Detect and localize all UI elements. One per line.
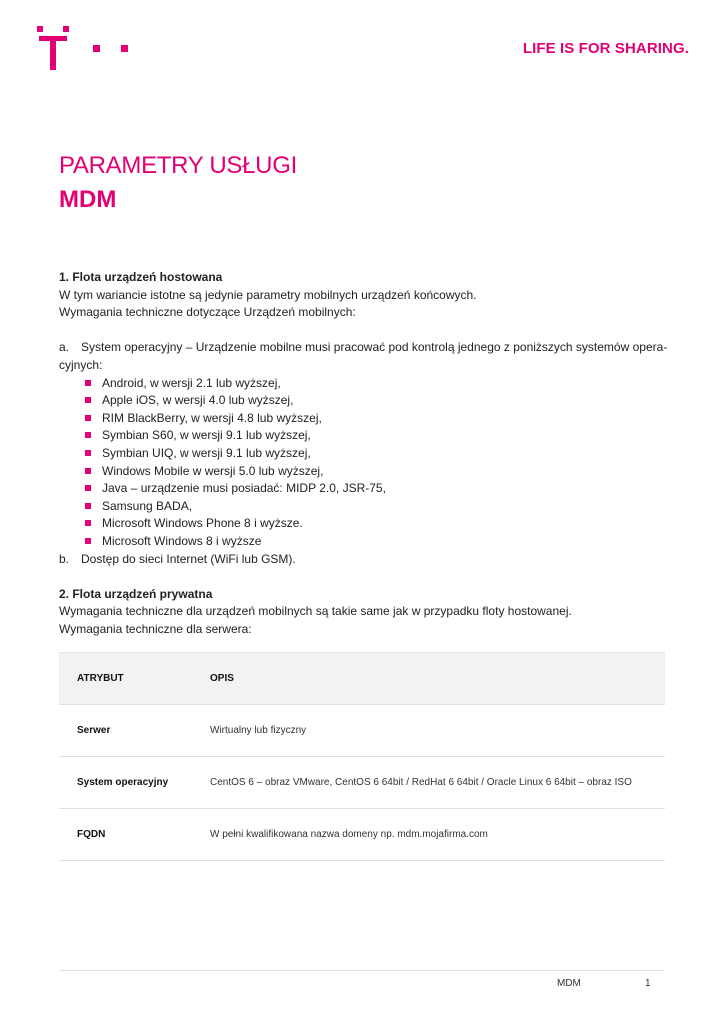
table-header-row	[59, 652, 665, 705]
square-bullet-icon	[85, 450, 91, 456]
list-item-text: Apple iOS, w wersji 4.0 lub wyższej,	[102, 393, 294, 408]
list-letter: b.	[59, 551, 70, 566]
list-item-text: Microsoft Windows Phone 8 i wyższe.	[102, 516, 303, 531]
paragraph: Wymagania techniczne dla serwera:	[59, 621, 252, 636]
square-bullet-icon	[85, 485, 91, 491]
square-bullet-icon	[85, 503, 91, 509]
spacer	[59, 568, 669, 586]
list-item-text: Symbian S60, w wersji 9.1 lub wyższej,	[102, 428, 311, 443]
footer-page-number: 1	[645, 978, 651, 989]
table-row	[59, 705, 665, 757]
server-requirements-table	[59, 652, 665, 861]
table-row	[59, 757, 665, 809]
list-item-text: Android, w wersji 2.1 lub wyższej,	[102, 375, 281, 390]
list-item-text: System operacyjny – Urządzenie mobilne musi pracować pod kontrolą jednego z poniższych systemów opera-	[81, 340, 668, 355]
list-item-text: Dostęp do sieci Internet (WiFi lub GSM).	[81, 551, 296, 566]
list-item-text: Symbian UIQ, w wersji 9.1 lub wyższej,	[102, 445, 311, 460]
os-bullet-list	[59, 375, 669, 551]
square-bullet-icon	[85, 432, 91, 438]
list-item	[59, 427, 669, 445]
table-cell-description: Wirtualny lub fizyczny	[210, 725, 307, 736]
table-cell-description: CentOS 6 – obraz VMware, CentOS 6 64bit / RedHat 6 64bit / Oracle Linux 6 64bit – obraz ISO	[210, 777, 632, 788]
list-item	[59, 480, 669, 498]
paragraph: W tym wariancie istotne są jedynie parametry mobilnych urządzeń końcowych.	[59, 287, 477, 302]
list-item	[59, 533, 669, 551]
table-cell-attribute: Serwer	[77, 725, 111, 736]
square-bullet-icon	[85, 468, 91, 474]
list-item	[59, 375, 669, 393]
square-bullet-icon	[85, 520, 91, 526]
table-cell-description: W pełni kwalifikowana nazwa domeny np. mdm.mojafirma.com	[210, 829, 488, 840]
table-row	[59, 809, 665, 861]
square-bullet-icon	[85, 380, 91, 386]
paragraph: Wymagania techniczne dla urządzeń mobilnych są takie same jak w przypadku floty hostowanej.	[59, 604, 572, 619]
document-body	[59, 269, 669, 638]
footer-document-name: MDM	[557, 978, 581, 989]
list-item-a	[59, 339, 669, 357]
telekom-t-logo-icon	[37, 26, 137, 72]
list-item-continuation: cyjnych:	[59, 357, 103, 372]
list-item	[59, 515, 669, 533]
section-heading: 1. Flota urządzeń hostowana	[59, 270, 223, 284]
list-item-text: Windows Mobile w wersji 5.0 lub wyższej,	[102, 463, 324, 478]
section-heading: 2. Flota urządzeń prywatna	[59, 586, 213, 601]
telekom-logo	[37, 26, 137, 72]
spacer	[59, 322, 669, 340]
paragraph: Wymagania techniczne dotyczące Urządzeń mobilnych:	[59, 305, 356, 320]
square-bullet-icon	[85, 415, 91, 421]
footer-divider	[59, 970, 665, 971]
list-item	[59, 392, 669, 410]
table-cell-attribute: FQDN	[77, 829, 106, 840]
table-header-cell: ATRYBUT	[77, 673, 124, 684]
list-item-b	[59, 551, 669, 569]
list-item-text: Microsoft Windows 8 i wyższe	[102, 533, 262, 548]
list-item-text: Java – urządzenie musi posiadać: MIDP 2.0, JSR-75,	[102, 481, 386, 496]
list-item-text: RIM BlackBerry, w wersji 4.8 lub wyższej,	[102, 410, 322, 425]
table-header-cell: OPIS	[210, 673, 234, 684]
brand-slogan: LIFE IS FOR SHARING.	[522, 40, 689, 57]
list-item	[59, 410, 669, 428]
list-item-text: Samsung BADA,	[102, 498, 193, 513]
list-letter: a.	[59, 340, 70, 355]
list-item	[59, 498, 669, 516]
square-bullet-icon	[85, 538, 91, 544]
list-item	[59, 463, 669, 481]
table-cell-attribute: System operacyjny	[77, 777, 169, 788]
page-title: PARAMETRY USŁUGI	[59, 152, 297, 179]
square-bullet-icon	[85, 397, 91, 403]
list-item	[59, 445, 669, 463]
page-subtitle: MDM	[59, 186, 117, 213]
